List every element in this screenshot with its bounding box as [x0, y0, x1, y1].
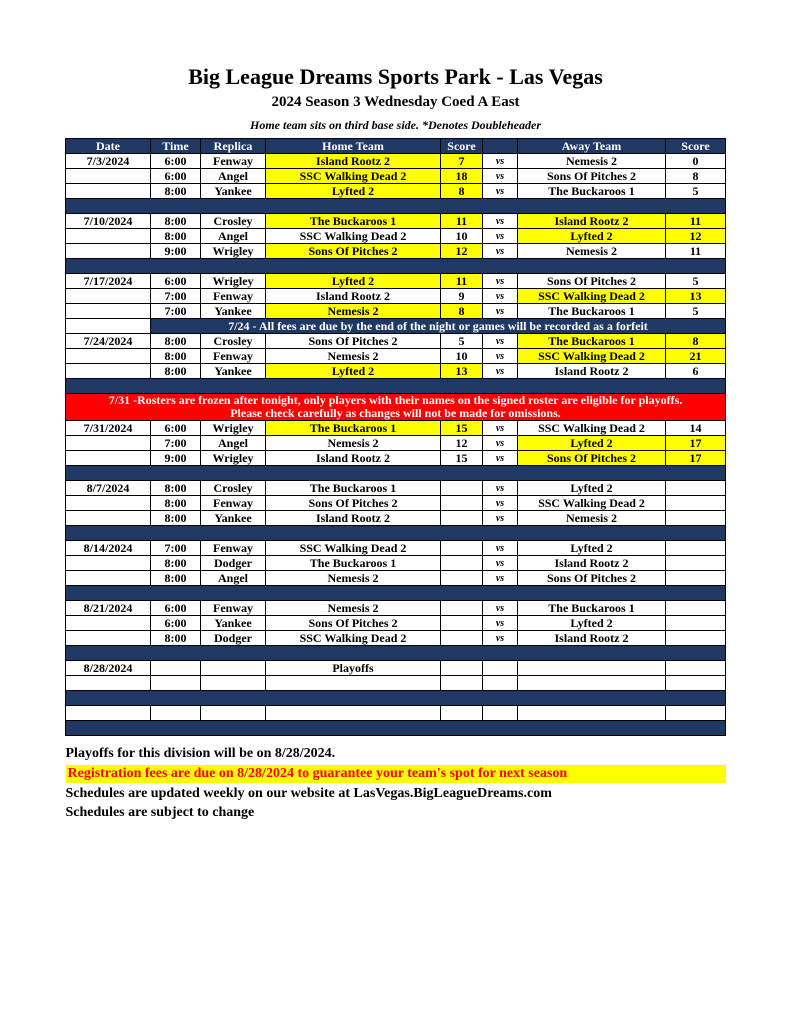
blank-home-team-cell — [266, 676, 441, 691]
vs-label: vs — [483, 616, 518, 631]
home-score-cell — [441, 601, 483, 616]
blank-away-team-cell — [518, 706, 666, 721]
replica-cell: Angel — [201, 436, 266, 451]
away-team-cell: Sons Of Pitches 2 — [518, 451, 666, 466]
time-cell: 6:00 — [151, 421, 201, 436]
game-row — [66, 349, 726, 364]
date-cell — [66, 436, 151, 451]
replica-cell: Fenway — [201, 349, 266, 364]
time-cell: 6:00 — [151, 169, 201, 184]
game-row — [66, 229, 726, 244]
column-header-score: Score — [441, 139, 483, 154]
date-cell — [66, 184, 151, 199]
away-team-cell: The Buckaroos 1 — [518, 334, 666, 349]
blank-vs-cell — [483, 676, 518, 691]
game-row — [66, 481, 726, 496]
date-cell: 8/14/2024 — [66, 541, 151, 556]
home-score-cell: 10 — [441, 229, 483, 244]
time-cell: 8:00 — [151, 334, 201, 349]
vs-label: vs — [483, 274, 518, 289]
home-team-cell: Island Rootz 2 — [266, 154, 441, 169]
vs-label: vs — [483, 541, 518, 556]
replica-cell: Dodger — [201, 631, 266, 646]
column-header-vs — [483, 139, 518, 154]
column-header-date: Date — [66, 139, 151, 154]
away-score-cell — [666, 556, 726, 571]
away-team-cell: Island Rootz 2 — [518, 556, 666, 571]
time-cell: 6:00 — [151, 616, 201, 631]
game-row — [66, 184, 726, 199]
game-row — [66, 511, 726, 526]
replica-cell: Yankee — [201, 364, 266, 379]
replica-cell: Fenway — [201, 289, 266, 304]
home-team-cell: SSC Walking Dead 2 — [266, 229, 441, 244]
away-score-cell — [666, 481, 726, 496]
separator-band — [66, 199, 726, 214]
date-cell — [66, 289, 151, 304]
home-team-cell: Sons Of Pitches 2 — [266, 616, 441, 631]
home-score-cell: 12 — [441, 244, 483, 259]
vs-label: vs — [483, 556, 518, 571]
time-cell: 6:00 — [151, 274, 201, 289]
time-cell — [151, 661, 201, 676]
date-cell: 8/21/2024 — [66, 601, 151, 616]
time-cell: 8:00 — [151, 511, 201, 526]
away-team-cell: Lyfted 2 — [518, 616, 666, 631]
home-team-cell: Nemesis 2 — [266, 349, 441, 364]
vs-label: vs — [483, 451, 518, 466]
time-cell: 8:00 — [151, 349, 201, 364]
home-team-cell: Sons Of Pitches 2 — [266, 496, 441, 511]
home-score-cell: 18 — [441, 169, 483, 184]
blank-home-team-cell — [266, 706, 441, 721]
home-team-cell: Nemesis 2 — [266, 601, 441, 616]
date-cell — [66, 496, 151, 511]
separator-row — [66, 586, 726, 601]
column-header-away-team: Away Team — [518, 139, 666, 154]
away-team-cell: SSC Walking Dead 2 — [518, 349, 666, 364]
footer-registration-line: Registration fees are due on 8/28/2024 to guarantee your team's spot for next season — [66, 765, 726, 783]
game-row — [66, 421, 726, 436]
playoffs-row — [66, 661, 726, 676]
time-cell: 8:00 — [151, 481, 201, 496]
date-cell: 7/24/2024 — [66, 334, 151, 349]
home-team-cell: The Buckaroos 1 — [266, 421, 441, 436]
home-score-cell — [441, 661, 483, 676]
replica-cell: Fenway — [201, 601, 266, 616]
away-team-cell: The Buckaroos 1 — [518, 304, 666, 319]
vs-label: vs — [483, 571, 518, 586]
vs-cell — [483, 661, 518, 676]
away-score-cell: 14 — [666, 421, 726, 436]
home-team-cell: The Buckaroos 1 — [266, 481, 441, 496]
roster-freeze-note-line: Please check carefully as changes will not be made for omissions. — [230, 406, 561, 420]
vs-label: vs — [483, 229, 518, 244]
date-cell: 7/3/2024 — [66, 154, 151, 169]
replica-cell: Wrigley — [201, 274, 266, 289]
home-score-cell: 5 — [441, 334, 483, 349]
blank-row — [66, 676, 726, 691]
blank-home-score-cell — [441, 706, 483, 721]
away-team-cell: Nemesis 2 — [518, 244, 666, 259]
away-team-cell: SSC Walking Dead 2 — [518, 496, 666, 511]
schedule-table-header — [66, 139, 726, 154]
away-score-cell: 11 — [666, 244, 726, 259]
date-cell — [66, 169, 151, 184]
vs-label: vs — [483, 436, 518, 451]
replica-cell: Yankee — [201, 511, 266, 526]
home-team-cell: Nemesis 2 — [266, 304, 441, 319]
replica-cell: Wrigley — [201, 421, 266, 436]
game-row — [66, 451, 726, 466]
time-cell: 7:00 — [151, 304, 201, 319]
replica-cell: Wrigley — [201, 244, 266, 259]
home-team-cell: Sons Of Pitches 2 — [266, 334, 441, 349]
date-cell — [66, 229, 151, 244]
away-score-cell: 0 — [666, 154, 726, 169]
time-cell: 7:00 — [151, 436, 201, 451]
date-cell — [66, 244, 151, 259]
page-subtitle: 2024 Season 3 Wednesday Coed A East — [271, 94, 520, 110]
away-team-cell: Island Rootz 2 — [518, 631, 666, 646]
home-score-cell: 10 — [441, 349, 483, 364]
away-score-cell: 17 — [666, 436, 726, 451]
away-score-cell: 5 — [666, 184, 726, 199]
separator-row — [66, 259, 726, 274]
away-score-cell: 21 — [666, 349, 726, 364]
home-team-cell: Island Rootz 2 — [266, 451, 441, 466]
separator-row — [66, 379, 726, 394]
away-score-cell: 8 — [666, 334, 726, 349]
vs-label: vs — [483, 184, 518, 199]
vs-label: vs — [483, 334, 518, 349]
home-score-cell: 9 — [441, 289, 483, 304]
home-team-cell: Lyfted 2 — [266, 184, 441, 199]
game-row — [66, 304, 726, 319]
separator-band — [66, 586, 726, 601]
blank-time-cell — [151, 706, 201, 721]
home-score-cell — [441, 511, 483, 526]
separator-row — [66, 646, 726, 661]
home-score-cell: 15 — [441, 451, 483, 466]
home-score-cell — [441, 496, 483, 511]
home-team-cell: Island Rootz 2 — [266, 289, 441, 304]
blank-away-score-cell — [666, 706, 726, 721]
away-team-cell: Lyfted 2 — [518, 541, 666, 556]
schedule-table — [65, 138, 726, 736]
vs-label: vs — [483, 214, 518, 229]
home-team-cell: Lyfted 2 — [266, 274, 441, 289]
vs-label: vs — [483, 421, 518, 436]
vs-label: vs — [483, 304, 518, 319]
vs-label: vs — [483, 631, 518, 646]
away-team-cell: Lyfted 2 — [518, 436, 666, 451]
blank-replica-cell — [201, 706, 266, 721]
separator-row — [66, 526, 726, 541]
game-row — [66, 244, 726, 259]
game-row — [66, 289, 726, 304]
game-row — [66, 616, 726, 631]
blank-date-cell — [66, 706, 151, 721]
game-row — [66, 274, 726, 289]
note-red-row — [66, 394, 726, 421]
date-cell: 7/10/2024 — [66, 214, 151, 229]
home-score-cell: 8 — [441, 304, 483, 319]
replica-cell: Dodger — [201, 556, 266, 571]
date-cell — [66, 319, 151, 334]
home-team-cell: SSC Walking Dead 2 — [266, 541, 441, 556]
separator-band — [66, 526, 726, 541]
home-team-cell: The Buckaroos 1 — [266, 556, 441, 571]
away-score-cell: 6 — [666, 364, 726, 379]
home-team-cell: Sons Of Pitches 2 — [266, 244, 441, 259]
separator-band — [66, 259, 726, 274]
roster-freeze-note — [66, 394, 726, 421]
away-team-cell: Sons Of Pitches 2 — [518, 571, 666, 586]
away-team-cell: SSC Walking Dead 2 — [518, 421, 666, 436]
away-score-cell — [666, 661, 726, 676]
home-team-cell: SSC Walking Dead 2 — [266, 631, 441, 646]
away-team-cell: Lyfted 2 — [518, 481, 666, 496]
separator-row — [66, 691, 726, 706]
separator-band — [66, 691, 726, 706]
game-row — [66, 436, 726, 451]
away-score-cell — [666, 601, 726, 616]
home-team-cell: The Buckaroos 1 — [266, 214, 441, 229]
game-row — [66, 541, 726, 556]
away-score-cell — [666, 571, 726, 586]
blank-home-score-cell — [441, 676, 483, 691]
game-row — [66, 571, 726, 586]
separator-row — [66, 466, 726, 481]
vs-label: vs — [483, 601, 518, 616]
playoffs-cell: Playoffs — [266, 661, 441, 676]
game-row — [66, 154, 726, 169]
away-team-cell: Island Rootz 2 — [518, 364, 666, 379]
time-cell: 8:00 — [151, 571, 201, 586]
date-cell — [66, 451, 151, 466]
away-team-cell: Nemesis 2 — [518, 511, 666, 526]
vs-label: vs — [483, 349, 518, 364]
column-header-score: Score — [666, 139, 726, 154]
away-score-cell: 12 — [666, 229, 726, 244]
replica-cell: Fenway — [201, 541, 266, 556]
game-row — [66, 214, 726, 229]
separator-band — [66, 379, 726, 394]
vs-label: vs — [483, 364, 518, 379]
home-score-cell: 12 — [441, 436, 483, 451]
time-cell: 8:00 — [151, 556, 201, 571]
game-row — [66, 364, 726, 379]
away-team-cell: The Buckaroos 1 — [518, 601, 666, 616]
replica-cell: Fenway — [201, 154, 266, 169]
blank-replica-cell — [201, 676, 266, 691]
date-cell — [66, 571, 151, 586]
replica-cell: Yankee — [201, 184, 266, 199]
time-cell: 9:00 — [151, 244, 201, 259]
footer-website-line: Schedules are updated weekly on our website at LasVegas.BigLeagueDreams.com — [65, 786, 552, 801]
home-team-cell: Island Rootz 2 — [266, 511, 441, 526]
time-cell: 7:00 — [151, 289, 201, 304]
date-cell — [66, 364, 151, 379]
home-score-cell: 11 — [441, 214, 483, 229]
date-cell — [66, 556, 151, 571]
time-cell: 6:00 — [151, 154, 201, 169]
away-team-cell: Sons Of Pitches 2 — [518, 274, 666, 289]
replica-cell: Wrigley — [201, 451, 266, 466]
replica-cell: Yankee — [201, 616, 266, 631]
time-cell: 8:00 — [151, 214, 201, 229]
away-score-cell — [666, 496, 726, 511]
date-cell: 8/28/2024 — [66, 661, 151, 676]
replica-cell: Crosley — [201, 214, 266, 229]
game-row — [66, 169, 726, 184]
date-cell — [66, 349, 151, 364]
home-score-cell: 8 — [441, 184, 483, 199]
separator-band — [66, 646, 726, 661]
vs-label: vs — [483, 169, 518, 184]
date-cell: 8/7/2024 — [66, 481, 151, 496]
time-cell: 9:00 — [151, 451, 201, 466]
time-cell: 6:00 — [151, 601, 201, 616]
game-row — [66, 496, 726, 511]
vs-label: vs — [483, 289, 518, 304]
away-score-cell — [666, 541, 726, 556]
vs-label: vs — [483, 511, 518, 526]
replica-cell: Yankee — [201, 304, 266, 319]
home-score-cell: 13 — [441, 364, 483, 379]
away-score-cell: 17 — [666, 451, 726, 466]
replica-cell: Crosley — [201, 481, 266, 496]
away-team-cell — [518, 661, 666, 676]
column-header-row — [66, 139, 726, 154]
away-score-cell: 5 — [666, 304, 726, 319]
away-team-cell: Lyfted 2 — [518, 229, 666, 244]
replica-cell: Angel — [201, 571, 266, 586]
away-score-cell — [666, 511, 726, 526]
time-cell: 8:00 — [151, 184, 201, 199]
replica-cell: Crosley — [201, 334, 266, 349]
away-score-cell: 13 — [666, 289, 726, 304]
home-team-cell: Lyfted 2 — [266, 364, 441, 379]
blank-vs-cell — [483, 706, 518, 721]
home-team-cell: Nemesis 2 — [266, 571, 441, 586]
fees-due-note: 7/24 - All fees are due by the end of the night or games will be recorded as a forfeit — [151, 319, 726, 334]
date-cell: 7/31/2024 — [66, 421, 151, 436]
separator-row — [66, 199, 726, 214]
vs-label: vs — [483, 244, 518, 259]
vs-label: vs — [483, 154, 518, 169]
separator-row — [66, 721, 726, 736]
game-row — [66, 334, 726, 349]
time-cell: 8:00 — [151, 229, 201, 244]
vs-label: vs — [483, 481, 518, 496]
time-cell: 8:00 — [151, 631, 201, 646]
away-team-cell: Nemesis 2 — [518, 154, 666, 169]
home-score-cell: 15 — [441, 421, 483, 436]
away-team-cell: SSC Walking Dead 2 — [518, 289, 666, 304]
replica-cell — [201, 661, 266, 676]
home-score-cell: 7 — [441, 154, 483, 169]
column-header-time: Time — [151, 139, 201, 154]
game-row — [66, 556, 726, 571]
footer-notes — [66, 746, 726, 821]
away-score-cell: 11 — [666, 214, 726, 229]
separator-band — [66, 466, 726, 481]
home-score-cell — [441, 571, 483, 586]
blank-away-team-cell — [518, 676, 666, 691]
date-cell — [66, 511, 151, 526]
time-cell: 8:00 — [151, 496, 201, 511]
blank-row — [66, 706, 726, 721]
home-score-cell: 11 — [441, 274, 483, 289]
time-cell: 7:00 — [151, 541, 201, 556]
away-score-cell: 5 — [666, 274, 726, 289]
game-row — [66, 601, 726, 616]
vs-label: vs — [483, 496, 518, 511]
away-team-cell: The Buckaroos 1 — [518, 184, 666, 199]
column-header-replica: Replica — [201, 139, 266, 154]
page-title: Big League Dreams Sports Park - Las Vegas — [188, 64, 603, 89]
roster-freeze-note-line: 7/31 -Rosters are frozen after tonight, only players with their names on the signed roster are eligible for playoffs. — [108, 393, 683, 407]
footer-playoffs-line: Playoffs for this division will be on 8/28/2024. — [65, 746, 336, 761]
away-score-cell: 8 — [666, 169, 726, 184]
date-cell — [66, 616, 151, 631]
note-blue-row — [66, 319, 726, 334]
home-score-cell — [441, 481, 483, 496]
home-score-cell — [441, 616, 483, 631]
home-score-cell — [441, 556, 483, 571]
away-score-cell — [666, 616, 726, 631]
separator-band — [66, 721, 726, 736]
footer-change-line: Schedules are subject to change — [65, 805, 255, 820]
blank-date-cell — [66, 676, 151, 691]
replica-cell: Angel — [201, 229, 266, 244]
away-team-cell: Island Rootz 2 — [518, 214, 666, 229]
time-cell: 8:00 — [151, 364, 201, 379]
home-score-cell — [441, 631, 483, 646]
away-score-cell — [666, 631, 726, 646]
home-team-cell: SSC Walking Dead 2 — [266, 169, 441, 184]
date-cell — [66, 631, 151, 646]
game-row — [66, 631, 726, 646]
schedule-table-body — [66, 154, 726, 736]
home-score-cell — [441, 541, 483, 556]
column-header-home-team: Home Team — [266, 139, 441, 154]
blank-time-cell — [151, 676, 201, 691]
blank-away-score-cell — [666, 676, 726, 691]
away-team-cell: Sons Of Pitches 2 — [518, 169, 666, 184]
date-cell: 7/17/2024 — [66, 274, 151, 289]
replica-cell: Angel — [201, 169, 266, 184]
date-cell — [66, 304, 151, 319]
replica-cell: Fenway — [201, 496, 266, 511]
home-team-cell: Nemesis 2 — [266, 436, 441, 451]
home-team-note: Home team sits on third base side. *Denotes Doubleheader — [250, 118, 541, 132]
